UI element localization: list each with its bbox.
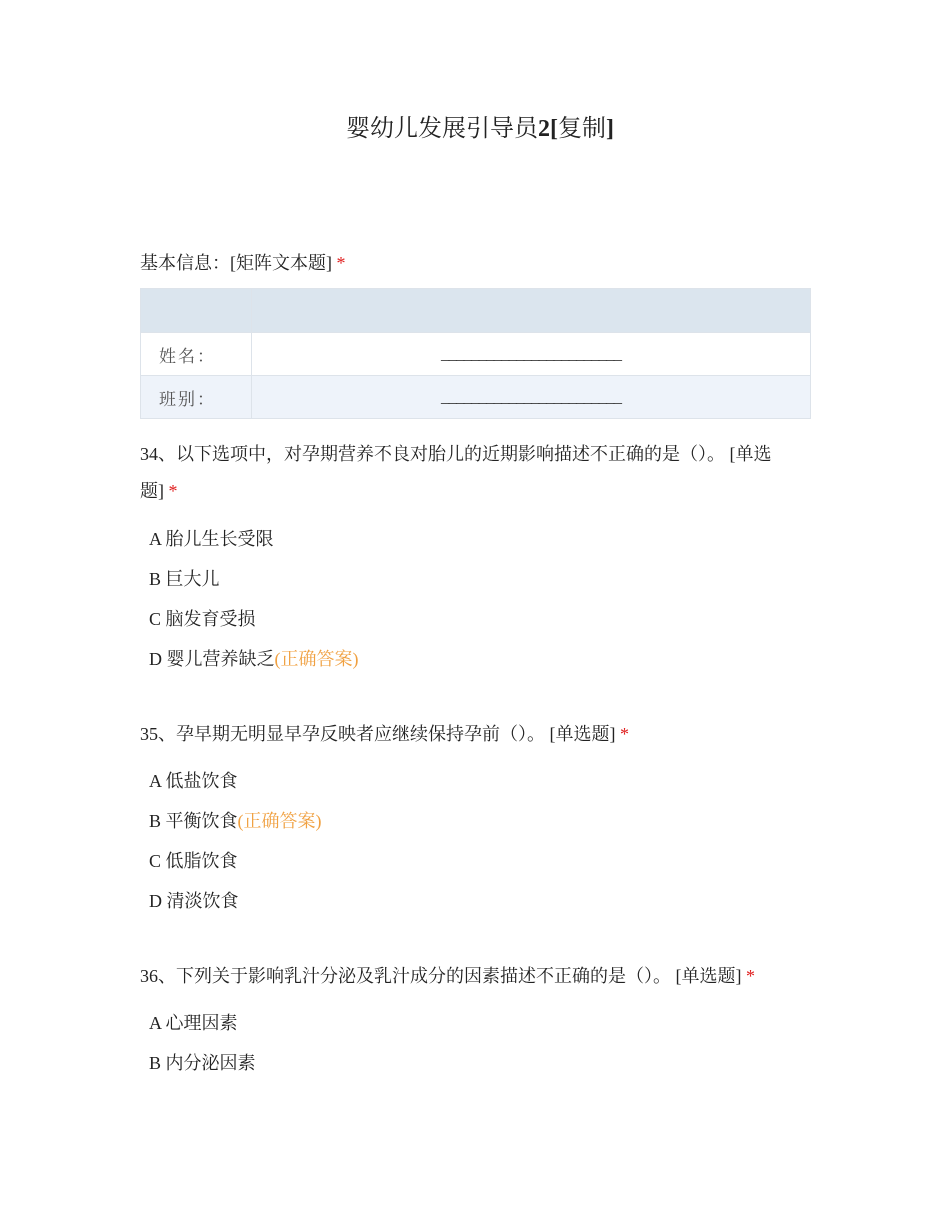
matrix-row-name: [141, 333, 811, 376]
class-input[interactable]: ________________________: [252, 376, 811, 419]
matrix-header-cell: [252, 289, 811, 333]
basic-info-text: 基本信息：[矩阵文本题]: [140, 253, 332, 273]
correct-answer-tag: (正确答案): [274, 649, 359, 669]
option-text: B 内分泌因素: [149, 1053, 256, 1073]
page-title: [0, 108, 950, 143]
title-close: ]: [606, 116, 614, 142]
basic-info-label: [140, 245, 812, 282]
option-text: B 平衡饮食: [149, 811, 238, 831]
q35-option-a[interactable]: [149, 769, 238, 793]
option-text: A 心理因素: [149, 1013, 238, 1033]
question-36-text: 36、下列关于影响乳汁分泌及乳汁成分的因素描述不正确的是（）。 [单选题]: [140, 966, 742, 986]
matrix-header-row: [141, 289, 811, 333]
q35-option-c[interactable]: [149, 849, 238, 873]
required-mark: *: [336, 253, 346, 273]
q34-option-d[interactable]: [149, 647, 359, 671]
question-34-text-cont: 题]: [140, 481, 164, 501]
title-copy: 复制: [558, 116, 606, 142]
name-input[interactable]: ________________________: [252, 333, 811, 376]
option-text: C 脑发育受损: [149, 609, 256, 629]
required-mark: *: [168, 481, 178, 501]
q36-option-b[interactable]: [149, 1051, 256, 1075]
name-label: 姓名：: [141, 333, 252, 376]
title-main: 婴幼儿发展引导员: [346, 116, 538, 142]
class-label: 班别：: [141, 376, 252, 419]
option-text: B 巨大儿: [149, 569, 220, 589]
question-34-text: 34、以下选项中，对孕期营养不良对胎儿的近期影响描述不正确的是（）。 [单选: [140, 444, 772, 464]
option-text: A 低盐饮食: [149, 771, 238, 791]
q35-option-b[interactable]: [149, 809, 322, 833]
required-mark: *: [620, 724, 629, 744]
basic-info-matrix: [140, 288, 811, 419]
matrix-row-class: [141, 376, 811, 419]
title-number: 2[: [538, 116, 558, 142]
question-35-title: [140, 716, 812, 753]
matrix-header-cell: [141, 289, 252, 333]
q34-option-b[interactable]: [149, 567, 220, 591]
q34-option-a[interactable]: [149, 527, 274, 551]
question-36-title: [140, 958, 812, 995]
q36-option-a[interactable]: [149, 1011, 238, 1035]
q34-option-c[interactable]: [149, 607, 256, 631]
option-text: D 清淡饮食: [149, 891, 239, 911]
q35-option-d[interactable]: [149, 889, 239, 913]
correct-answer-tag: (正确答案): [237, 811, 322, 831]
question-35-text: 35、孕早期无明显早孕反映者应继续保持孕前（）。 [单选题]: [140, 724, 616, 744]
option-text: C 低脂饮食: [149, 851, 238, 871]
question-34-title: [140, 436, 812, 510]
required-mark: *: [746, 966, 755, 986]
option-text: A 胎儿生长受限: [149, 529, 274, 549]
option-text: D 婴儿营养缺乏: [149, 649, 275, 669]
